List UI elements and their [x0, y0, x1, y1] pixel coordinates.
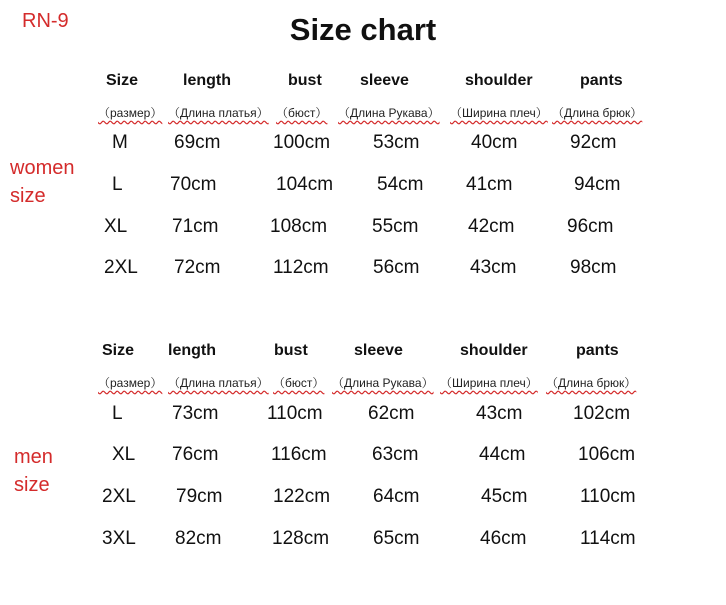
- men-cell-r2-c1: 79cm: [176, 486, 223, 507]
- women-cell-r2-c0: XL: [104, 216, 128, 237]
- women-cell-r0-c1: 69cm: [174, 132, 221, 153]
- women-cell-r2-c4: 42cm: [468, 216, 515, 237]
- women-cell-r1-c5: 94cm: [574, 174, 621, 195]
- men-cell-r1-c3: 63cm: [372, 444, 419, 465]
- men-cell-r3-c2: 128cm: [272, 528, 330, 549]
- men-header-ru-1: （Длина платья）: [168, 376, 269, 390]
- women-header-1: length: [183, 72, 231, 89]
- men-cell-r0-c1: 73cm: [172, 403, 219, 424]
- men-header-5: pants: [576, 342, 619, 359]
- product-code: RN-9: [22, 10, 69, 32]
- men-header-ru-0: （размер）: [98, 376, 163, 390]
- women-cell-r3-c4: 43cm: [470, 257, 517, 278]
- women-label-line2: size: [10, 185, 46, 207]
- women-cell-r2-c1: 71cm: [172, 216, 219, 237]
- women-cell-r1-c2: 104cm: [276, 174, 334, 195]
- women-header-ru-2: （бюст）: [276, 106, 328, 120]
- men-cell-r2-c5: 110cm: [580, 486, 636, 507]
- men-header-3: sleeve: [354, 342, 403, 359]
- men-cell-r0-c4: 43cm: [476, 403, 523, 424]
- women-cell-r0-c5: 92cm: [570, 132, 617, 153]
- page-title: Size chart: [289, 12, 437, 47]
- women-cell-r0-c4: 40cm: [471, 132, 518, 153]
- men-label-line1: men: [14, 446, 53, 468]
- men-header-ru-3: （Длина Рукава）: [332, 376, 434, 390]
- men-cell-r3-c5: 114cm: [580, 528, 636, 549]
- women-cell-r1-c1: 70cm: [170, 174, 217, 195]
- men-cell-r3-c4: 46cm: [480, 528, 527, 549]
- women-cell-r3-c1: 72cm: [174, 257, 221, 278]
- men-header-1: length: [168, 342, 216, 359]
- men-header-0: Size: [102, 342, 135, 359]
- women-header-ru-4: （Ширина плеч）: [450, 106, 548, 120]
- women-header-5: pants: [580, 72, 623, 89]
- women-header-2: bust: [288, 72, 322, 89]
- women-header-ru-3: （Длина Рукава）: [338, 106, 440, 120]
- men-cell-r1-c2: 116cm: [271, 444, 327, 465]
- men-cell-r2-c4: 45cm: [481, 486, 528, 507]
- women-header-ru-1: （Длина платья）: [168, 106, 269, 120]
- men-header-ru-5: （Длина брюк）: [546, 376, 637, 390]
- women-header-ru-0: （размер）: [98, 106, 163, 120]
- women-cell-r0-c2: 100cm: [273, 132, 331, 153]
- men-cell-r0-c2: 110cm: [267, 403, 323, 424]
- women-size-label: [10, 154, 74, 210]
- women-cell-r2-c3: 55cm: [372, 216, 419, 237]
- women-header-ru-5: （Длина брюк）: [552, 106, 643, 120]
- men-cell-r0-c5: 102cm: [573, 403, 631, 424]
- women-cell-r1-c0: L: [112, 174, 123, 195]
- men-cell-r3-c0: 3XL: [102, 528, 136, 549]
- men-size-label: [14, 443, 53, 499]
- men-label-line2: size: [14, 474, 50, 496]
- women-cell-r3-c2: 112cm: [273, 257, 329, 278]
- women-cell-r2-c2: 108cm: [270, 216, 328, 237]
- men-cell-r2-c0: 2XL: [102, 486, 136, 507]
- men-header-2: bust: [274, 342, 308, 359]
- men-header-4: shoulder: [460, 342, 528, 359]
- men-cell-r3-c3: 65cm: [373, 528, 420, 549]
- women-cell-r1-c3: 54cm: [377, 174, 424, 195]
- women-cell-r1-c4: 41cm: [466, 174, 513, 195]
- men-cell-r1-c1: 76cm: [172, 444, 219, 465]
- women-header-0: Size: [106, 72, 139, 89]
- men-cell-r3-c1: 82cm: [175, 528, 222, 549]
- women-label-line1: women: [10, 157, 75, 179]
- women-header-3: sleeve: [360, 72, 409, 89]
- women-cell-r2-c5: 96cm: [567, 216, 614, 237]
- women-cell-r0-c3: 53cm: [373, 132, 420, 153]
- men-header-ru-2: （бюст）: [273, 376, 325, 390]
- women-cell-r3-c5: 98cm: [570, 257, 617, 278]
- women-cell-r3-c0: 2XL: [104, 257, 138, 278]
- women-header-4: shoulder: [465, 72, 533, 89]
- women-cell-r0-c0: M: [112, 132, 128, 153]
- women-cell-r3-c3: 56cm: [373, 257, 420, 278]
- men-cell-r0-c0: L: [112, 403, 123, 424]
- men-cell-r1-c5: 106cm: [578, 444, 636, 465]
- men-cell-r2-c3: 64cm: [373, 486, 420, 507]
- men-cell-r1-c4: 44cm: [479, 444, 526, 465]
- men-header-ru-4: （Ширина плеч）: [440, 376, 538, 390]
- men-cell-r2-c2: 122cm: [273, 486, 331, 507]
- men-cell-r1-c0: XL: [112, 444, 136, 465]
- men-cell-r0-c3: 62cm: [368, 403, 415, 424]
